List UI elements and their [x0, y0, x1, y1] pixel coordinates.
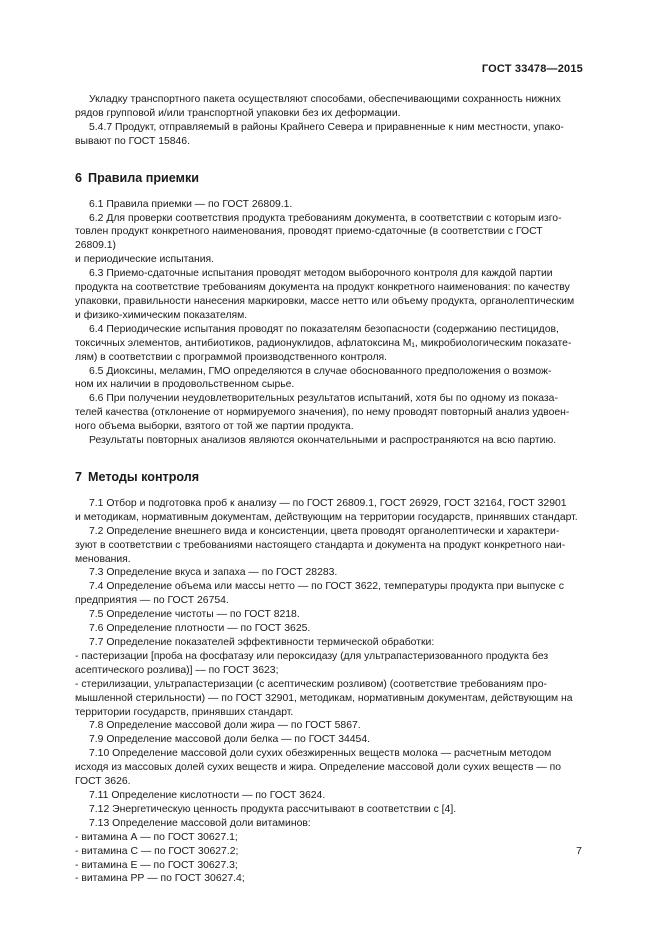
list-item: - витамина С — по ГОСТ 30627.2; [75, 845, 239, 857]
paragraph-line: и периодические испытания. [75, 254, 215, 266]
paragraph-line: 6.3 Приемо-сдаточные испытания проводят методом выборочного контроля для каждой партии [89, 268, 553, 280]
list-item: - пастеризации [проба на фосфатазу или пероксидазу (для ультрапастеризованного продукта без [75, 650, 549, 662]
paragraph-line: рядов групповой и/или транспортной упаковки без их деформации. [75, 107, 401, 119]
section-7-text [75, 497, 585, 886]
section-number: 7 [75, 469, 83, 484]
paragraph-line: зуют в соответствии с требованиями настоящего стандарта и документа на продукт конкретного наи- [75, 539, 566, 551]
paragraph-line: 7.7 Определение показателей эффективности термической обработки: [89, 637, 435, 648]
paragraph-line: продукта на соответствие требованиям документа на продукт конкретного наименования: по качеству [75, 282, 570, 294]
section-title: Методы контроля [88, 469, 200, 484]
paragraph-line: Укладку транспортного пакета осуществляют способами, обеспечивающими сохранность нижних [89, 94, 561, 105]
list-item: - витамина РР — по ГОСТ 30627.4; [75, 873, 245, 885]
paragraph-line: исходя из массовых долей сухих веществ и жира. Определение массовой доли сухих веществ — по [75, 762, 562, 774]
list-item: - витамина А — по ГОСТ 30627.1; [75, 831, 238, 843]
section-6-heading [75, 171, 585, 186]
section-7-heading [75, 470, 585, 485]
page-number: 7 [576, 845, 582, 857]
paragraph-line: мышленной стерильности) — по ГОСТ 32901, методикам, нормативным документам, действующим на [75, 692, 573, 704]
paragraph-line: 7.1 Отбор и подготовка проб к анализу — по ГОСТ 26809.1, ГОСТ 26929, ГОСТ 32164, ГОСТ 32901 [89, 497, 567, 509]
paragraph-line: токсичных элементов, антибиотиков, радионуклидов, афлатоксина M₁, микробиологическим показате- [75, 337, 572, 349]
paragraph-line: ного объема выборки, взятого от той же партии продукта. [75, 421, 354, 433]
paragraph-line: телей качества (отклонение от нормируемого значения), по нему проводят повторный анализ удвоен- [75, 407, 570, 419]
list-item: - стерилизации, ультрапастеризации (с асептическим розливом) (соответствие требованиям про- [75, 678, 547, 690]
paragraph-line: Результаты повторных анализов являются окончательными и распространяются на всю партию. [89, 435, 557, 447]
document-code: ГОСТ 33478—2015 [481, 63, 583, 75]
previous-section-text [75, 93, 585, 149]
paragraph-line: 7.2 Определение внешнего вида и консистенции, цвета проводят органолептически и характери- [89, 525, 560, 537]
paragraph-line: упаковки, правильности нанесения маркировки, массе нетто или объему продукта, органолептическим [75, 295, 575, 307]
section-number: 6 [75, 170, 83, 185]
paragraph-line: асептического розлива)] — по ГОСТ 3623; [75, 664, 279, 676]
paragraph-line: 6.5 Диоксины, меламин, ГМО определяются в случае обоснованного предположения о возмож- [89, 365, 552, 377]
paragraph-line: 5.4.7 Продукт, отправляемый в районы Крайнего Севера и приравненные к ним местности, упако- [89, 121, 564, 133]
list-item: - витамина Е — по ГОСТ 30627.3; [75, 859, 238, 871]
paragraph-line: 6.2 Для проверки соответствия продукта требованиям документа, в соответствии с которым изго- [89, 212, 562, 224]
paragraph-line: 7.6 Определение плотности — по ГОСТ 3625. [89, 623, 311, 635]
paragraph-line: 7.3 Определение вкуса и запаха — по ГОСТ 28283. [89, 567, 338, 579]
paragraph-line: и методикам, нормативным документам, действующим на территории государств, принявших стандарт. [75, 511, 578, 523]
paragraph-line: 6.1 Правила приемки — по ГОСТ 26809.1. [89, 198, 293, 210]
paragraph-line: 7.11 Определение кислотности — по ГОСТ 3624. [89, 789, 326, 801]
document-body [75, 93, 585, 886]
paragraph-line: ГОСТ 3626. [75, 776, 131, 788]
paragraph-line: территории государств, принявших стандарт. [75, 706, 294, 718]
paragraph-line: вывают по ГОСТ 15846. [75, 135, 190, 147]
paragraph-line: 6.4 Периодические испытания проводят по показателям безопасности (содержанию пестицидов, [89, 323, 559, 335]
paragraph-line: менования. [75, 553, 131, 565]
paragraph-line: товлен продукт конкретного наименования, проводят приемо-сдаточные (в соответствии с ГОСТ 26809.1) [75, 226, 543, 252]
paragraph-line: 7.8 Определение массовой доли жира — по ГОСТ 5867. [89, 720, 361, 732]
paragraph-line: 7.12 Энергетическую ценность продукта рассчитывают в соответствии с [4]. [89, 803, 457, 815]
paragraph-line: 7.5 Определение чистоты — по ГОСТ 8218. [89, 609, 300, 621]
section-6-text [75, 198, 585, 448]
paragraph-line: 7.10 Определение массовой доли сухих обезжиренных веществ молока — расчетным методом [89, 748, 552, 760]
paragraph-line: предприятия — по ГОСТ 26754. [75, 595, 229, 607]
paragraph-line: 6.6 При получении неудовлетворительных результатов испытаний, хотя бы по одному из показа- [89, 393, 558, 405]
paragraph-line: 7.9 Определение массовой доли белка — по ГОСТ 34454. [89, 734, 371, 746]
paragraph-line: ном их наличии в продовольственном сырье. [75, 379, 295, 391]
paragraph-line: 7.13 Определение массовой доли витаминов: [89, 817, 311, 829]
paragraph-line: и физико-химическим показателям. [75, 309, 248, 321]
paragraph-line: 7.4 Определение объема или массы нетто — по ГОСТ 3622, температуры продукта при выпуске с [89, 581, 564, 593]
section-title: Правила приемки [88, 170, 199, 185]
paragraph-line: лям) в соответствии с программой производственного контроля. [75, 351, 388, 363]
